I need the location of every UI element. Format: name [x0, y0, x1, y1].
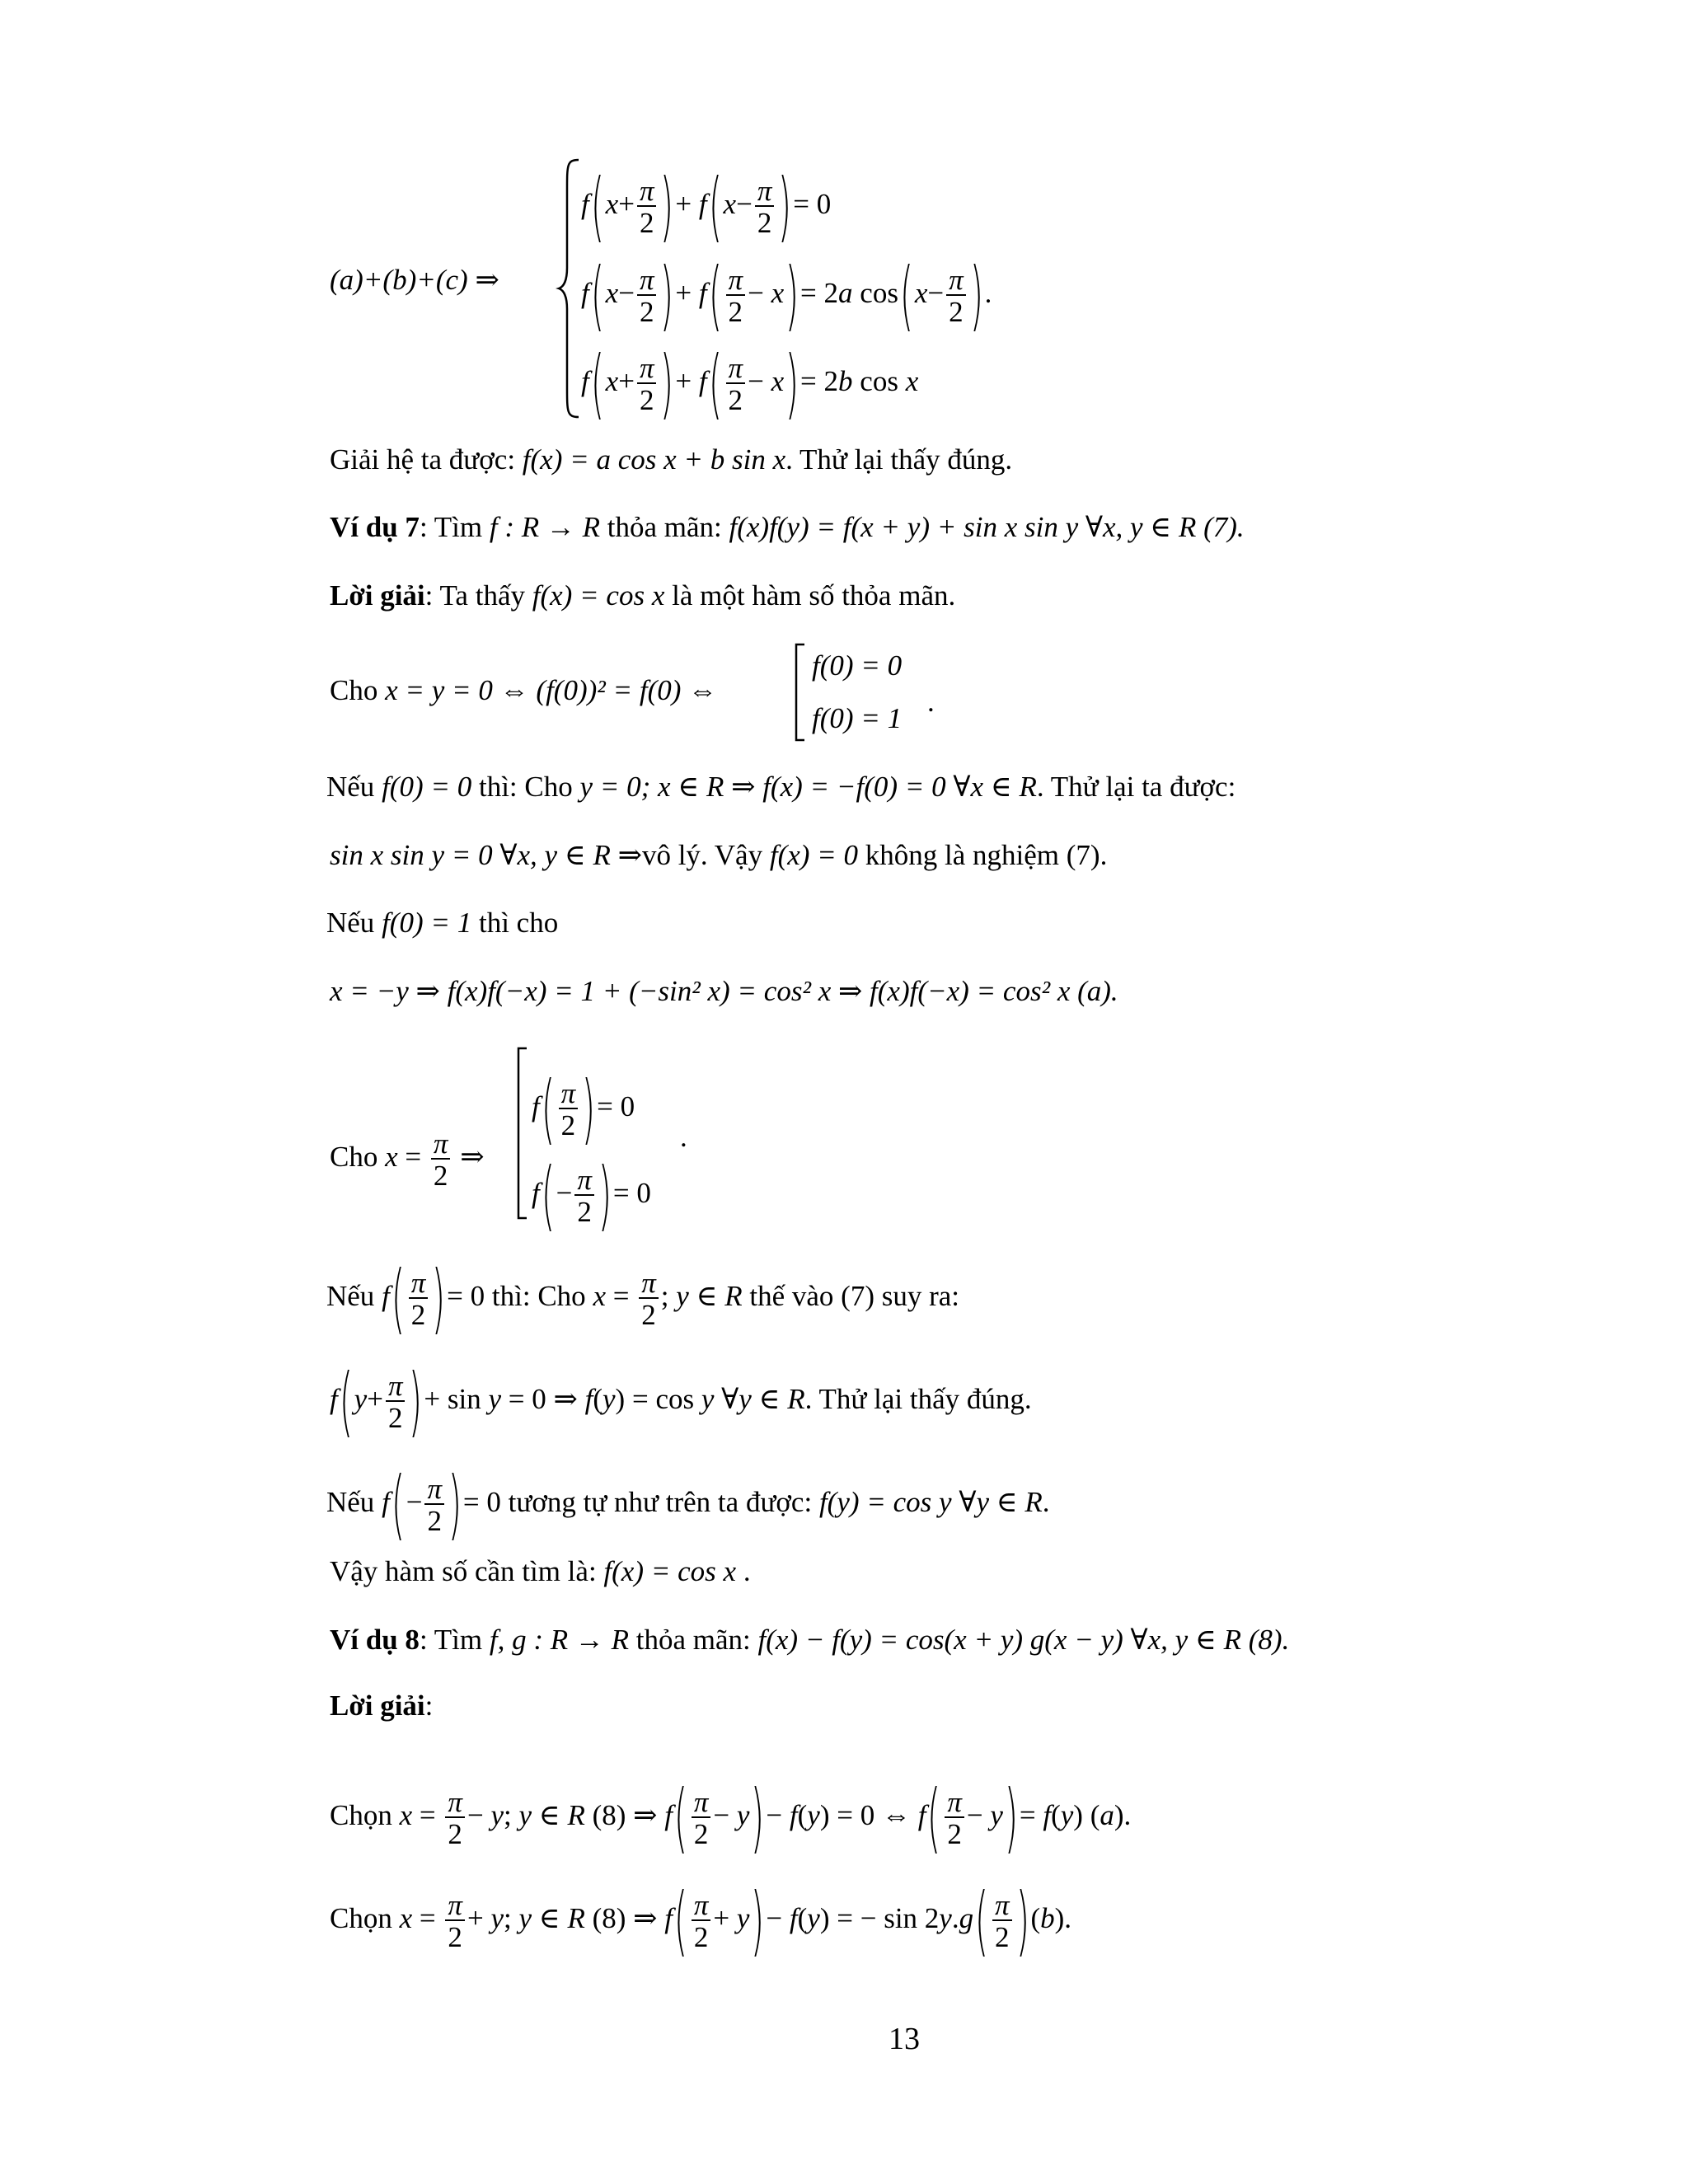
- page-number: 13: [889, 2022, 920, 2056]
- conclusion7-line: Vậy hàm số cần tìm là: f(x) = cos x .: [330, 1555, 751, 1587]
- case-pi2-end: .: [680, 1121, 687, 1153]
- neg-line: x = −y ⇒ f(x)f(−x) = 1 + (−sin² x) = cos² x ⇒ f(x)f(−x) = cos² x (a).: [330, 975, 1118, 1007]
- contradiction-line: sin x sin y = 0 ∀x, y ∈ R ⇒vô lý. Vậy f(x) = 0 không là nghiệm (7).: [330, 839, 1108, 871]
- system-brace: [557, 157, 582, 420]
- case-zero-end: .: [927, 686, 935, 718]
- solve-line: Giải hệ ta được: f(x) = a cos x + b sin x. Thử lại thấy đúng.: [330, 443, 1013, 476]
- choose2-line: Chọn x = $\frac{\pi}{2}$ + y; y ∈ R (8) ⇒ f( $\frac{\pi}{2}$ + y)− f(y) = − sin 2y.g( $\frac{\pi}{2}$ )(b).: [330, 1877, 1072, 1965]
- example8-statement: Ví dụ 8: Tìm f, g : R → R thỏa mãn: f(x) − f(y) = cos(x + y) g(x − y) ∀x, y ∈ R (8).: [330, 1624, 1290, 1656]
- solution8-line: Lời giải:: [330, 1690, 434, 1722]
- case-pi2-bracket: [515, 1047, 532, 1220]
- if-fpi2-line: Nếu f( $\frac{\pi}{2}$ )= 0 thì: Cho x = $\frac{\pi}{2}$ ; y ∈ R thế vào (7) suy ra:: [326, 1254, 960, 1343]
- case-zero-opt1: f(0) = 0: [812, 649, 903, 682]
- case-zero-opt2: f(0) = 1: [812, 702, 903, 734]
- system-lhs: [330, 264, 499, 297]
- choose1-line: Chọn x = $\frac{\pi}{2}$ − y; y ∈ R (8) ⇒ f( $\frac{\pi}{2}$ − y)− f(y) = 0 ⇔ f( $\frac{\pi}{2}$ − y)= f(y) (a).: [330, 1774, 1132, 1862]
- system-lhs-text: (a)+(b)+(c) ⇒: [330, 264, 499, 296]
- solution8-label: Lời giải: [330, 1690, 425, 1722]
- system-eq1: f(x+ $\frac{\pi}{2}$ )+ f(x− $\frac{\pi}{2}$ )= 0: [581, 162, 832, 251]
- if-fnegpi2-line: Nếu f(− $\frac{\pi}{2}$ )= 0 tương tự như trên ta được: f(y) = cos y ∀y ∈ R.: [326, 1460, 1050, 1549]
- case-zero-line: Cho x = y = 0 ⇔ (f(0))² = f(0) ⇔: [330, 674, 718, 706]
- if-f0-zero-line: Nếu f(0) = 0 thì: Cho y = 0; x ∈ R ⇒ f(x) = −f(0) = 0 ∀x ∈ R. Thử lại ta được:: [326, 771, 1236, 803]
- example7-label: Ví dụ 7: [330, 511, 420, 543]
- system-eq3: f(x+ $\frac{\pi}{2}$ )+ f( $\frac{\pi}{2}$ − x)= 2b cos x: [581, 340, 919, 428]
- example8-label: Ví dụ 8: [330, 1624, 420, 1656]
- solution7-label: Lời giải: [330, 579, 425, 612]
- case-pi2-opt2: f(− $\frac{\pi}{2}$ )= 0: [532, 1151, 651, 1240]
- case-pi2-opt1: f( $\frac{\pi}{2}$ )= 0: [532, 1065, 635, 1153]
- example7-statement: Ví dụ 7: Tìm f : R → R thỏa mãn: f(x)f(y) = f(x + y) + sin x sin y ∀x, y ∈ R (7).: [330, 511, 1245, 543]
- solution7-line: Lời giải: Ta thấy f(x) = cos x là một hàm số thỏa mãn.: [330, 579, 956, 612]
- case-pi2-line: Cho x = $\frac{\pi}{2}$ ⇒: [330, 1127, 485, 1192]
- case-zero-bracket: [793, 643, 809, 742]
- if-f0-one-line: Nếu f(0) = 1 thì cho: [326, 907, 559, 939]
- system-eq2: f(x− $\frac{\pi}{2}$ )+ f( $\frac{\pi}{2}$ − x)= 2a cos(x− $\frac{\pi}{2}$ ).: [581, 251, 992, 340]
- cos-line: f(y+ $\frac{\pi}{2}$ )+ sin y = 0 ⇒ f(y) = cos y ∀y ∈ R. Thử lại thấy đúng.: [330, 1357, 1032, 1446]
